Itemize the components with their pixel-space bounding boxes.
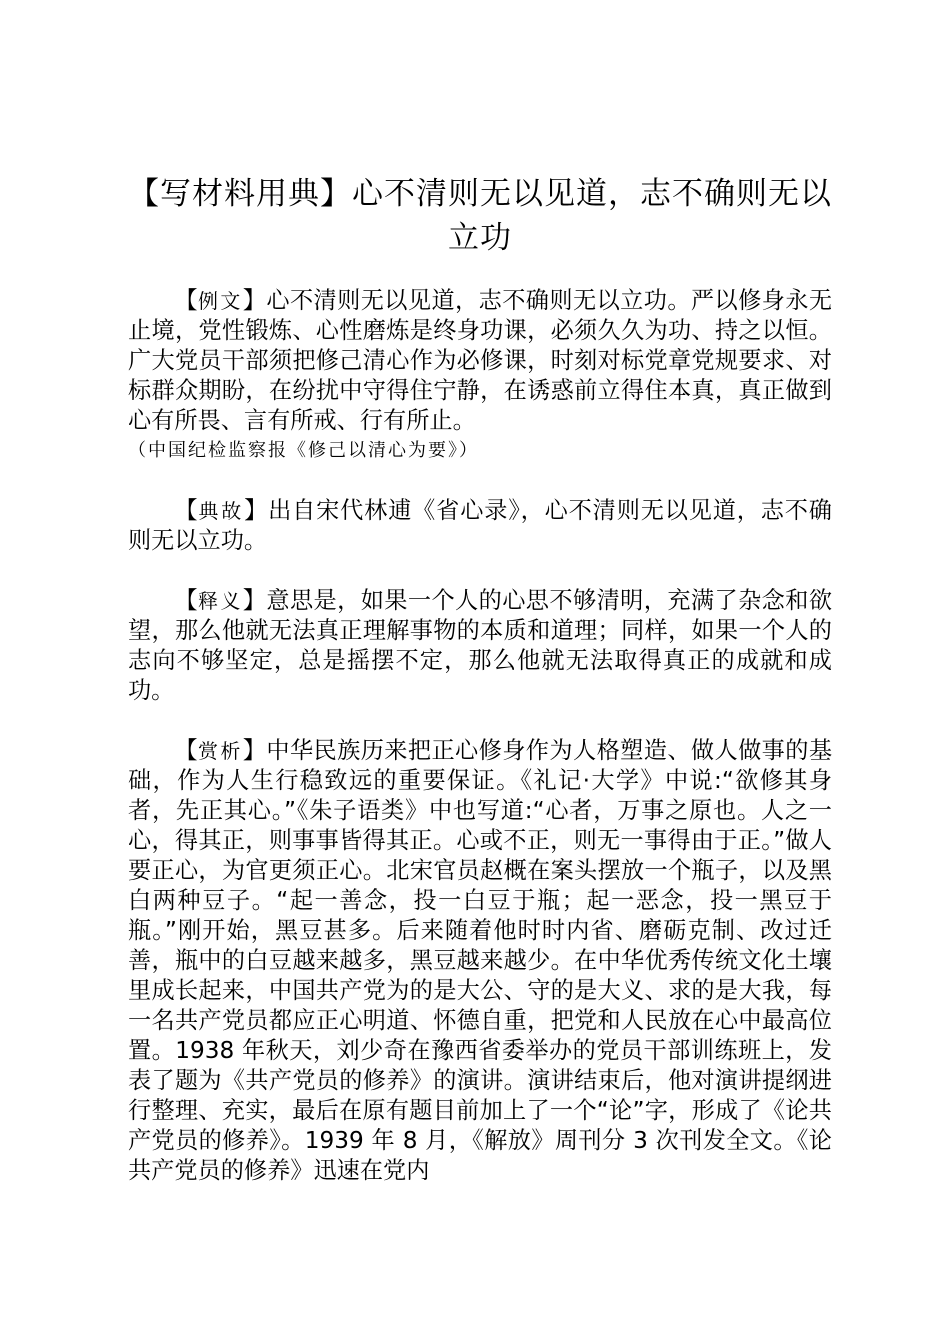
meaning-tag-open: 【 <box>174 587 198 614</box>
allusion-tag-open: 【 <box>174 497 199 524</box>
document-title: 【写材料用典】心不清则无以见道，志不确则无以立功 <box>128 176 832 256</box>
example-source: （中国纪检监察报《修己以清心为要》） <box>128 440 479 461</box>
analysis-tag-close: 】 <box>242 737 267 764</box>
allusion-paragraph <box>128 496 832 556</box>
example-text: 心不清则无以见道，志不确则无以立功。严以修身永无止境，党性锻炼、心性磨炼是终身功课，必须久久为功、持之以恒。广大党员干部须把修己清心作为必修课，时刻对标党章党规要求、对标群众期盼，在纷扰中守得住宁静，在诱惑前立得住本真，真正做到心有所畏、言有所戒、行有所止。 <box>128 287 833 434</box>
analysis-paragraph <box>128 736 832 1186</box>
meaning-tag-close: 】 <box>242 587 267 614</box>
meaning-tag: 释义 <box>197 589 243 613</box>
meaning-paragraph <box>128 586 832 706</box>
example-tag-close: 】 <box>242 287 267 314</box>
example-tag: 例文 <box>197 289 243 313</box>
allusion-tag-close: 】 <box>244 497 269 524</box>
example-paragraph <box>128 286 832 466</box>
analysis-tag-open: 【 <box>174 737 198 764</box>
example-tag-open: 【 <box>174 287 198 314</box>
document-page <box>128 172 832 1216</box>
meaning-text: 意思是，如果一个人的心思不够清明，充满了杂念和欲望，那么他就无法真正理解事物的本质和道理；同样，如果一个人的志向不够坚定，总是摇摆不定，那么他就无法取得真正的成就和成功。 <box>128 587 833 704</box>
allusion-tag: 典故 <box>198 499 245 523</box>
allusion-text: 出自宋代林逋《省心录》，心不清则无以见道，志不确则无以立功。 <box>128 497 832 554</box>
analysis-tag: 赏析 <box>197 739 243 763</box>
analysis-text: 中华民族历来把正心修身作为人格塑造、做人做事的基础，作为人生行稳致远的重要保证。《礼记·大学》中说:“欲修其身者，先正其心。”《朱子语类》中也写道:“心者，万事之原也。人之一心，得其正，则事事皆得其正。心或不正，则无一事得由于正。”做人要正心，为官更须正心。北宋官员赵概在案头摆放一个瓶子，以及黑白两种豆子。“起一善念，投一白豆于瓶；起一恶念，投一黑豆于瓶。”刚开始，黑豆甚多。后来随着他时时内省、磨砺克制、改过迁善，瓶中的白豆越来越多，黑豆越来越少。在中华优秀传统文化土壤里成长起来，中国共产党为的是大公、守的是大义、求的是大我，每一名共产党员都应正心明道、怀德自重，把党和人民放在心中最高位置。1938 年秋天，刘少奇在豫西省委举办的党员干部训练班上，发表了题为《共产党员的修养》的演讲。演讲结束后，他对演讲提纲进行整理、充实，最后在原有题目前加上了一个“论”字，形成了《论共产党员的修养》。1939 年 8 月，《解放》周刊分 3 次刊发全文。《论共产党员的修养》迅速在党内 <box>128 737 833 1184</box>
